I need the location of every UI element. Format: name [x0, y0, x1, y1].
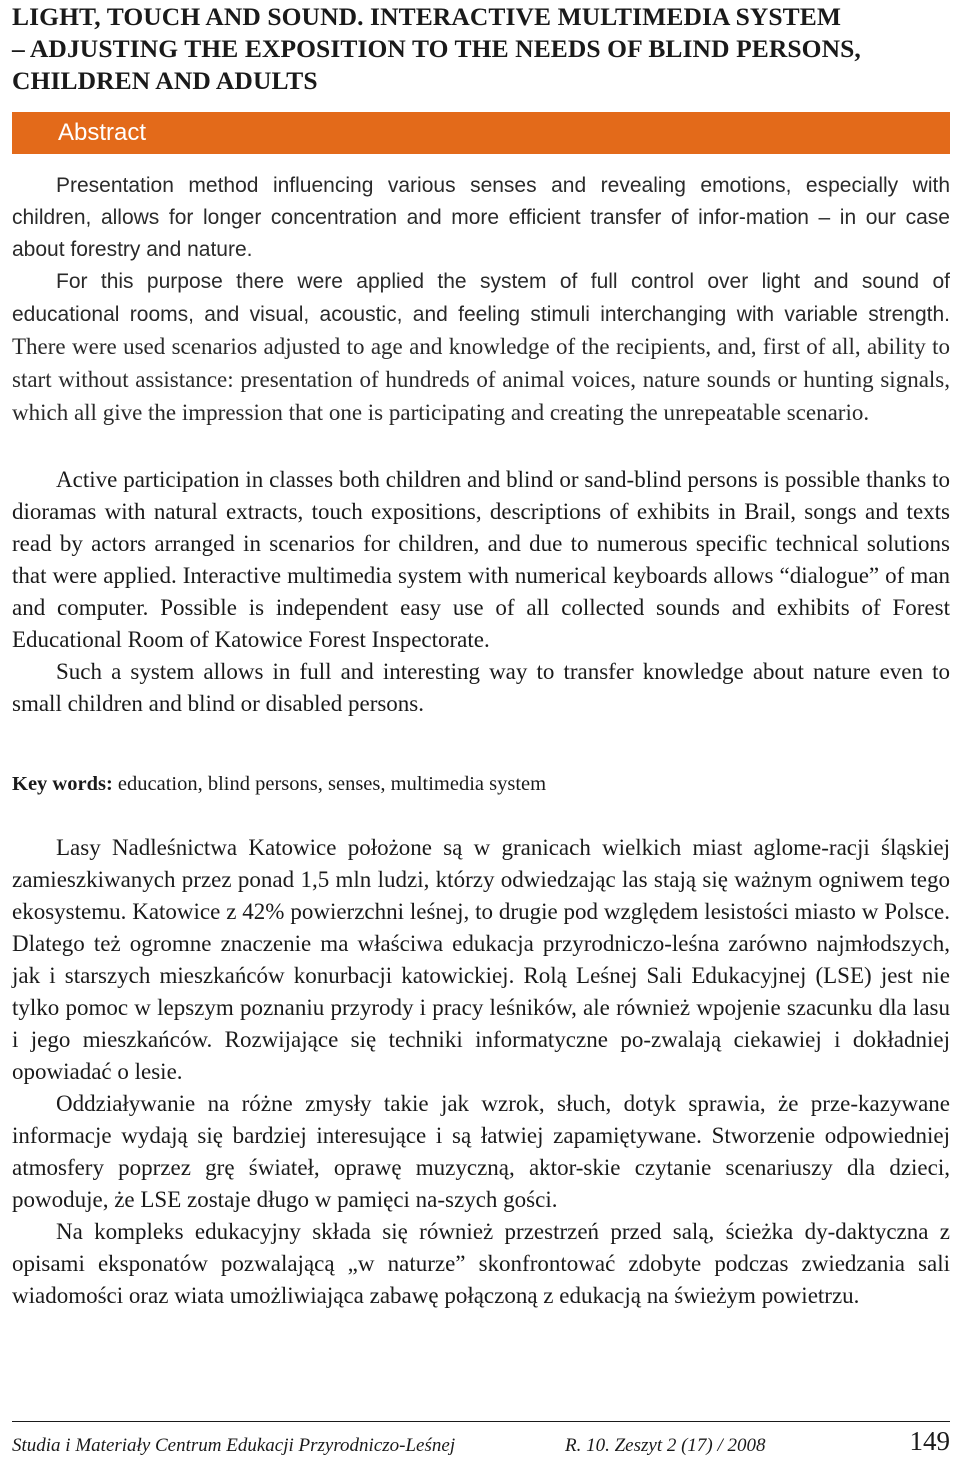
abstract-paragraph-2-serif: There were used scenarios adjusted to age and knowledge of the recipients, and, first of all, ability to start without assistance: presentation of hundreds of animal voices, nature sounds or hunting signals, which all give the impression that one is participating and creating the unrepeatable scenario.: [12, 334, 950, 425]
article-title: [12, 0, 950, 97]
body-paragraph-3: Na kompleks edukacyjny składa się również przestrzeń przed salą, ścieżka dy-daktyczna z opisami eksponatów pozwalającą „w naturze” skonfrontować zdobyte podczas zwiedzania sali wiadomości oraz wiata umożliwiająca zabawę połączoną z edukacją na świeżym powietrzu.: [12, 1219, 950, 1308]
title-line-2: – ADJUSTING THE EXPOSITION TO THE NEEDS OF BLIND PERSONS,: [12, 34, 861, 63]
title-line-1: LIGHT, TOUCH AND SOUND. INTERACTIVE MULTIMEDIA SYSTEM: [12, 2, 842, 31]
abstract-serif-text: [12, 464, 950, 720]
footer-divider: [12, 1421, 950, 1422]
abstract-paragraph-1: Presentation method influencing various senses and revealing emotions, especially with children, allows for longer concentration and more efficient transfer of infor-mation – in our case about forestry and nature.: [12, 174, 950, 261]
body-paragraph-2: Oddziaływanie na różne zmysły takie jak wzrok, słuch, dotyk sprawia, że prze-kazywane informacje wydają się bardziej interesujące i są łatwiej zapamiętywane. Stworzenie odpowiedniej atmosfery poprzez grę świateł, oprawę muzyczną, aktor-skie czytanie scenariuszy dla dzieci, powoduje, że LSE zostaje długo w pamięci na-szych gości.: [12, 1091, 950, 1212]
abstract-heading: Abstract: [58, 119, 147, 146]
keywords-line: [12, 768, 546, 800]
abstract-paragraph-2-sans: For this purpose there were applied the system of full control over light and sound of educational rooms, and visual, acoustic, and feeling stimuli interchanging with variable strength.: [12, 270, 950, 326]
journal-name: Studia i Materiały Centrum Edukacji Przyrodniczo-Leśnej: [12, 1435, 456, 1456]
abstract-sans-text: [12, 170, 950, 430]
issue-info: R. 10. Zeszyt 2 (17) / 2008: [565, 1435, 766, 1456]
abstract-paragraph-4: Such a system allows in full and interesting way to transfer knowledge about nature even to small children and blind or disabled persons.: [12, 659, 950, 716]
document-page: [12, 0, 950, 1456]
abstract-paragraph-3: Active participation in classes both children and blind or sand-blind persons is possible thanks to dioramas with natural extracts, touch expositions, descriptions of exhibits in Brail, songs and texts read by actors arranged in scenarios for children, and due to numerous specific technical solutions that were applied. Interactive multimedia system with numerical keyboards allows “dialogue” of man and computer. Possible is independent easy use of all collected sounds and exhibits of Forest Educational Room of Katowice Forest Inspectorate.: [12, 467, 950, 652]
body-paragraph-1: Lasy Nadleśnictwa Katowice położone są w granicach wielkich miast aglome-racji śląskiej zamieszkiwanych przez ponad 1,5 mln ludzi, którzy odwiedzając las stają się ważnym ogniwem tego ekosystemu. Katowice z 42% powierzchni leśnej, to drugie pod względem lesistości miasto w Polsce. Dlatego też ogromne znaczenie ma właściwa edukacja przyrodniczo-leśna zarówno najmłodszych, jak i starszych mieszkańców konurbacji katowickiej. Rolą Leśnej Sali Edukacyjnej (LSE) jest nie tylko pomoc w lepszym poznaniu przyrody i pracy leśników, ale również wpojenie szacunku dla lasu i jego mieszkańców. Rozwijające się techniki informatyczne po-zwalają ciekawiej i dokładniej opowiadać o lesie.: [12, 835, 950, 1084]
title-line-3: CHILDREN AND ADULTS: [12, 66, 318, 95]
page-footer: [12, 1426, 950, 1460]
keywords-label: Key words:: [12, 773, 113, 795]
page-number: 149: [909, 1426, 950, 1456]
polish-body-text: [12, 832, 950, 1312]
keywords-text: education, blind persons, senses, multimedia system: [112, 773, 547, 795]
abstract-paragraph-2: [12, 266, 950, 430]
abstract-heading-bar: [12, 112, 950, 154]
